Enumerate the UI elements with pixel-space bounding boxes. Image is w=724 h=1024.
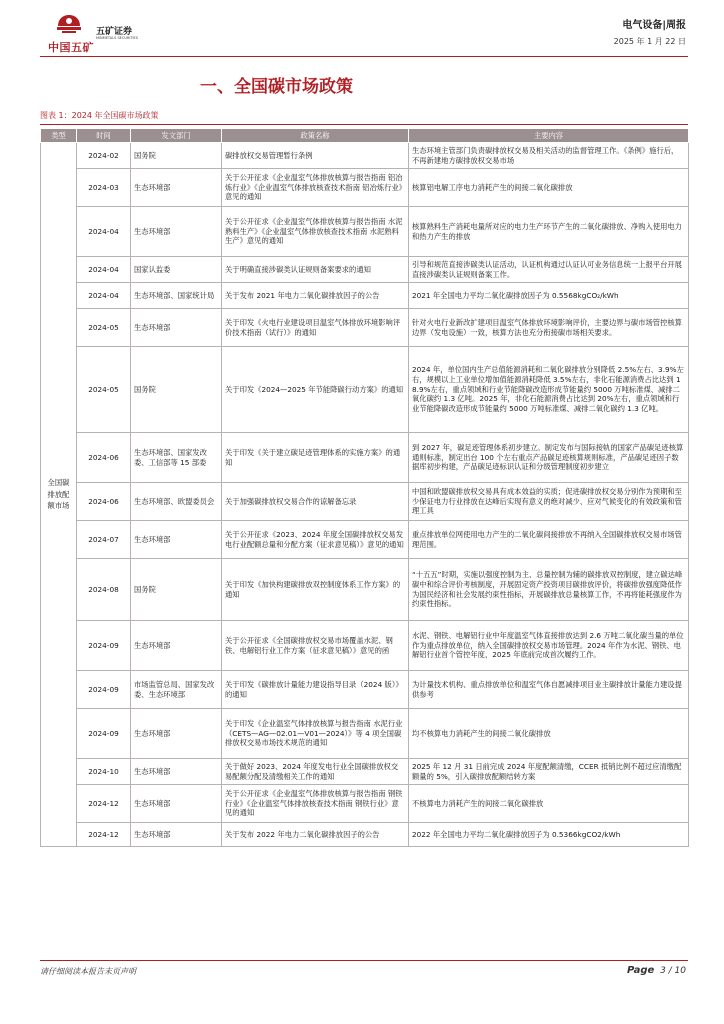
logo-securities-en: MINMETALS SECURITIES [96,36,138,40]
table-row [41,483,689,521]
header-date: 时间 [77,129,131,143]
policy-name-cell: 关于印发《碳排放计量能力建设指导目录（2024 版）》的通知 [222,671,409,709]
minmetals-logo-icon [56,14,82,36]
dept-cell: 生态环境部 [131,621,222,671]
content-cell: 均不核算电力消耗产生的间接二氧化碳排放 [409,709,689,759]
content-cell: 中国和欧盟碳排放权交易具有成本效益的实质；促进碳排放权交易分别作为预期和至少保证电力行业排放在达峰后实现有意义的绝对减少、应对气候变化的有效政策和管理工具 [409,483,689,521]
date-cell: 2024-12 [77,823,131,847]
header-type: 类型 [41,129,77,143]
dept-cell: 生态环境部 [131,759,222,785]
report-type: 电气设备|周报 [622,20,686,31]
policy-name-cell: 关于公开征求《2023、2024 年度全国碳排放权交易发电行业配额总量和分配方案（征求意见稿）》意见的通知 [222,521,409,559]
table-row [41,283,689,309]
header-policy-name: 政策名称 [222,129,409,143]
content-cell: 2022 年全国电力平均二氧化碳排放因子为 0.5366kgCO2/kWh [409,823,689,847]
policy-name-cell: 关于印发《企业温室气体排放核算与报告指南 水泥行业（CETS—AG—02.01—V01—2024）》等 4 项全国碳排放权交易市场技术规范的通知 [222,709,409,759]
category-cell: 全国碳排放配额市场 [41,143,77,847]
content-cell: 针对火电行业新改扩建项目温室气体排放环境影响评价，主要边界与碳市场管控核算边界（发电设施）一致，核算方法也充分衔接碳市场相关要求。 [409,309,689,347]
table-header-row [41,129,689,143]
dept-cell: 国务院 [131,559,222,621]
dept-cell: 生态环境部、国家发改委、工信部等 15 部委 [131,433,222,483]
date-cell: 2024-07 [77,521,131,559]
table-row [41,823,689,847]
table-row [41,785,689,823]
content-cell: 2025 年 12 月 31 日前完成 2024 年度配额清缴，CCER 抵销比例不超过应清缴配额量的 5%，引入碳排放配额结转方案 [409,759,689,785]
dept-cell: 国家认监委 [131,257,222,283]
header-content: 主要内容 [409,129,689,143]
content-cell: 核算铝电解工序电力消耗产生的间接二氧化碳排放 [409,169,689,207]
table-row [41,521,689,559]
dept-cell: 生态环境部 [131,785,222,823]
figure-divider [40,124,688,125]
table-row [41,347,689,433]
date-cell: 2024-08 [77,559,131,621]
dept-cell: 生态环境部 [131,309,222,347]
table-row [41,671,689,709]
policy-name-cell: 关于明确直接涉碳类认证规则备案要求的通知 [222,257,409,283]
content-cell: 为计量技术机构、重点排放单位和温室气体自愿减排项目业主碳排放计量能力建设提供参考 [409,671,689,709]
date-cell: 2024-03 [77,169,131,207]
dept-cell: 生态环境部、国家统计局 [131,283,222,309]
page-number-value: 3 / 10 [660,966,686,976]
policy-name-cell: 关于公开征求《企业温室气体排放核算与报告指南 铝冶炼行业》《企业温室气体排放核查技术指南 铝冶炼行业》意见的通知 [222,169,409,207]
date-cell: 2024-04 [77,257,131,283]
table-row [41,709,689,759]
policy-name-cell: 关于做好 2023、2024 年度发电行业全国碳排放权交易配额分配及清缴相关工作的通知 [222,759,409,785]
policy-name-cell: 关于加强碳排放权交易合作的谅解备忘录 [222,483,409,521]
table-row [41,207,689,257]
dept-cell: 生态环境部 [131,823,222,847]
content-cell: 重点排放单位网使用电力产生的二氧化碳间接排放不再纳入全国碳排放权交易市场管理范围。 [409,521,689,559]
date-cell: 2024-09 [77,709,131,759]
date-cell: 2024-06 [77,433,131,483]
content-cell: 核算熟料生产消耗电量所对应的电力生产环节产生的二氧化碳排放、净购入使用电力和热力产生的排放 [409,207,689,257]
date-cell: 2024-09 [77,621,131,671]
date-cell: 2024-04 [77,283,131,309]
dept-cell: 生态环境部 [131,207,222,257]
table-row [41,559,689,621]
table-body [41,143,689,847]
content-cell: 不核算电力消耗产生的间接二氧化碳排放 [409,785,689,823]
policy-name-cell: 关于发布 2022 年电力二氧化碳排放因子的公告 [222,823,409,847]
date-cell: 2024-05 [77,347,131,433]
company-logo [44,14,154,54]
table-row [41,759,689,785]
policy-name-cell: 关于公开征求《企业温室气体排放核算与报告指南 水泥熟料生产》《企业温室气体排放核查技术指南 水泥熟料生产》意见的通知 [222,207,409,257]
policy-name-cell: 关于印发《2024—2025 年节能降碳行动方案》的通知 [222,347,409,433]
content-cell: 到 2027 年，碳足迹管理体系初步建立。制定发布与国际接轨的国家产品碳足迹核算通则标准，制定出台 100 个左右重点产品碳足迹核算规则标准，产品碳足迹因子数据库初步构建，产品碳足迹标识认证和分级管理制度初步建立 [409,433,689,483]
content-cell: 引导和规范直接涉碳类认证活动，认证机构通过认证认可业务信息统一上报平台开展直接涉碳类认证规则备案工作。 [409,257,689,283]
footer-divider [40,960,688,961]
header-divider [40,56,688,57]
logo-text-cn: 中国五矿 [48,41,94,54]
dept-cell: 国务院 [131,347,222,433]
page-header [0,0,724,60]
page-label: Page [626,965,655,976]
date-cell: 2024-05 [77,309,131,347]
content-cell: 2024 年，单位国内生产总值能源消耗和二氧化碳排放分别降低 2.5%左右、3.9%左右，规模以上工业单位增加值能源消耗降低 3.5%左右，非化石能源消费占比达到 18.9%左右，重点领域和行业节能降碳改造形成节能量约 5000 万吨标准煤、减排二氧化碳约 1.3 亿吨。2025 年，非化石能源消费占比达到 20%左右，重点领域和行业节能降碳改造形成节能量约 5000 万吨标准煤、减排二氧化碳约 1.3 亿吨。 [409,347,689,433]
footer-disclaimer: 请仔细阅读本报告末页声明 [40,967,136,976]
policy-name-cell: 关于发布 2021 年电力二氧化碳排放因子的公告 [222,283,409,309]
date-cell: 2024-10 [77,759,131,785]
date-cell: 2024-09 [77,671,131,709]
date-cell: 2024-02 [77,143,131,169]
policy-name-cell: 关于公开征求《企业温室气体排放核算与报告指南 钢铁行业》《企业温室气体排放核查技术指南 钢铁行业》意见的通知 [222,785,409,823]
table-row [41,309,689,347]
table-row [41,143,689,169]
table-row [41,433,689,483]
policy-name-cell: 碳排放权交易管理暂行条例 [222,143,409,169]
dept-cell: 生态环境部 [131,521,222,559]
section-title: 一、全国碳市场政策 [200,77,353,97]
content-cell: 水泥、钢铁、电解铝行业中年度温室气体直接排放达到 2.6 万吨二氧化碳当量的单位作为重点排放单位，纳入全国碳排放权交易市场管理。2024 年作为水泥、钢铁、电解铝行业首个管控年度，2025 年底前完成首次履约工作。 [409,621,689,671]
dept-cell: 国务院 [131,143,222,169]
policy-name-cell: 关于印发《关于建立碳足迹管理体系的实施方案》的通知 [222,433,409,483]
page-number [627,965,686,976]
table-row [41,257,689,283]
dept-cell: 生态环境部 [131,709,222,759]
date-cell: 2024-06 [77,483,131,521]
header-dept: 发文部门 [131,129,222,143]
policy-name-cell: 关于印发《加快构建碳排放双控制度体系工作方案》的通知 [222,559,409,621]
dept-cell: 生态环境部、欧盟委员会 [131,483,222,521]
table-row [41,621,689,671]
logo-securities-text: 五矿证券 [96,27,133,37]
policy-name-cell: 关于印发《火电行业建设项目温室气体排放环境影响评价技术指南（试行）》的通知 [222,309,409,347]
content-cell: 生态环境主管部门负责碳排放权交易及相关活动的监督管理工作。《条例》施行后，不再新建地方碳排放权交易市场 [409,143,689,169]
content-cell: 2021 年全国电力平均二氧化碳排放因子为 0.5568kgCO₂/kWh [409,283,689,309]
date-cell: 2024-12 [77,785,131,823]
report-date: 2025 年 1 月 22 日 [613,37,686,46]
policy-table-container [40,128,688,847]
content-cell: “十五五”时期，实施以强度控制为主、总量控制为辅的碳排放双控制度，建立碳达峰碳中和综合评价考核制度，开展固定资产投资项目碳排放评价，将碳排放强度降低作为国民经济和社会发展约束性指标，开展碳排放总量核算工作，不再将能耗强度作为约束性指标。 [409,559,689,621]
policy-name-cell: 关于公开征求《全国碳排放权交易市场覆盖水泥、钢铁、电解铝行业工作方案（征求意见稿）》意见的函 [222,621,409,671]
policy-table [40,128,689,847]
date-cell: 2024-04 [77,207,131,257]
table-row [41,169,689,207]
dept-cell: 生态环境部 [131,169,222,207]
dept-cell: 市场监管总局、国家发改委、生态环境部 [131,671,222,709]
figure-caption: 图表 1：2024 年全国碳市场政策 [40,111,159,120]
